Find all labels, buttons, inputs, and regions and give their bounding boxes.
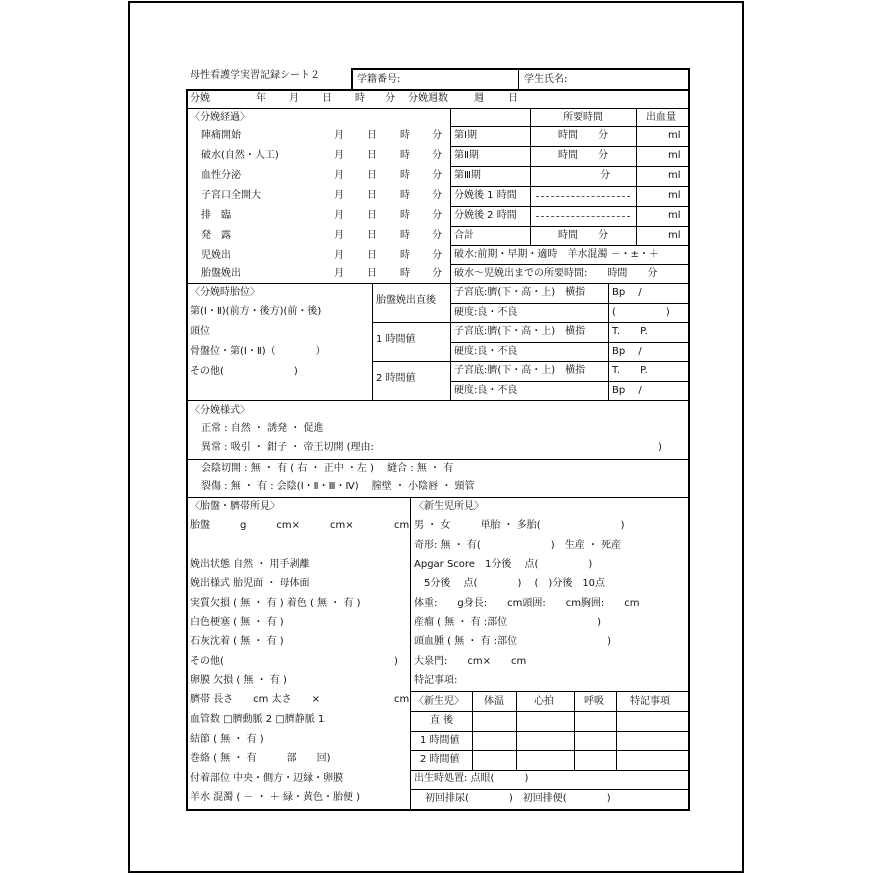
postpartum-left [372, 283, 373, 400]
membrane-rupture: 破水:前期・早期・適時 羊水混濁 －・±・＋ [454, 249, 659, 260]
blood-unit: ml [668, 190, 681, 201]
header-top [351, 68, 690, 70]
placenta-row: 娩出様式 胎児面 ・ 母体面 [190, 578, 310, 589]
care-divider [410, 789, 690, 790]
header-right [688, 68, 690, 90]
birth-care: 出生時処置: 点眼( ) [414, 773, 529, 784]
progress-bottom [186, 283, 690, 284]
stage-row-label: 第Ⅰ期 [454, 130, 477, 141]
vitals-row-line [410, 750, 690, 751]
newborn-row: 奇形: 無 ・ 有( ) 生産 ・ 死産 [414, 540, 622, 551]
minute-unit: 分 [432, 190, 442, 201]
fetal-position-line: 頭位 [190, 326, 210, 337]
day-unit: 日 [367, 230, 377, 241]
header-divider [518, 68, 519, 90]
vitals-row-line [410, 711, 690, 712]
stage-row-line [450, 126, 690, 127]
findings-divider [410, 497, 411, 810]
placenta-row-unit: ) [394, 656, 398, 667]
vitals-row-label: 1 時間値 [420, 735, 460, 746]
vitals-row-label: 直 後 [430, 715, 454, 726]
month-unit: 月 [334, 190, 344, 201]
stage-row-label: 合計 [454, 230, 474, 241]
abnormal-close: ) [658, 442, 662, 453]
newborn-row: 5分後 点( ) ( )分後 10点 [414, 578, 606, 589]
placenta-row: 胎盤 g cm× cm× [190, 520, 354, 531]
placenta-row: 娩出状態 自然 ・ 用手剥離 [190, 559, 310, 570]
blood-unit: ml [668, 130, 681, 141]
vital-readout: ( ) [612, 307, 670, 318]
minute-unit: 分 [432, 170, 442, 181]
year-unit: 年 [256, 93, 266, 104]
day-unit: 日 [367, 190, 377, 201]
newborn-row: 頭血腫 ( 無 ・ 有 :部位 ) [414, 636, 612, 647]
stage-row-line [450, 146, 690, 147]
vital-readout: T. P. [612, 326, 648, 337]
rupture-line [450, 264, 690, 265]
placenta-row: 羊水 混濁 ( － ・ ＋ 緑・黄色・胎便 ) [190, 792, 361, 803]
day-unit: 日 [367, 150, 377, 161]
month-unit: 月 [334, 130, 344, 141]
minute-unit: 分 [432, 250, 442, 261]
dashed-blank [536, 216, 630, 217]
month-unit: 月 [334, 150, 344, 161]
postpartum-inner-line [450, 303, 690, 304]
stage-time-value: 時間 分 [558, 150, 608, 161]
stage-row-label: 分娩後 2 時間 [454, 210, 517, 221]
header-left [351, 68, 353, 90]
day-unit: 日 [367, 250, 377, 261]
days-unit: 日 [508, 93, 518, 104]
vitals-col-line [574, 691, 575, 770]
stage-row-line [450, 226, 690, 227]
placenta-row: 臍帯 長さ cm 太さ × [190, 694, 320, 705]
minute-unit: 分 [385, 93, 395, 104]
blood-unit: ml [668, 230, 681, 241]
minute-unit: 分 [432, 268, 442, 279]
student-number-label: 学籍番号: [357, 74, 401, 85]
rupture-to-birth-time: 破水～児娩出までの所要時間: 時間 分 [454, 268, 658, 279]
postpartum-inner-line [450, 342, 690, 343]
vitals-col-line [472, 691, 473, 770]
month-unit: 月 [334, 230, 344, 241]
newborn-row: 体重: g身長: cm頭囲: cm胸囲: cm [414, 598, 640, 609]
postpartum-time-label: 1 時間値 [376, 334, 416, 345]
mode-bottom [186, 497, 690, 498]
progress-row-label: 胎盤娩出 [201, 268, 241, 279]
month-unit: 月 [289, 93, 299, 104]
progress-row-label: 児娩出 [201, 250, 231, 261]
postpartum-bottom [186, 400, 690, 401]
blood-unit: ml [668, 170, 681, 181]
month-unit: 月 [334, 268, 344, 279]
postpartum-time-label: 2 時間値 [376, 373, 416, 384]
mode-divider [186, 459, 690, 460]
postpartum-group-line [372, 361, 690, 362]
minute-unit: 分 [432, 210, 442, 221]
placenta-row: その他( [190, 656, 224, 667]
hour-unit: 時 [400, 250, 410, 261]
month-unit: 月 [334, 170, 344, 181]
newborn-row: Apgar Score 1分後 点( ) [414, 559, 593, 570]
placenta-row: 石灰沈着 ( 無 ・ 有 ) [190, 636, 284, 647]
stage-row-line [450, 245, 690, 246]
newborn-findings-title: 〈新生児所見〉 [414, 501, 484, 512]
gestation-weeks-label: 分娩週数 [408, 93, 448, 104]
form-bottom [186, 809, 690, 811]
minute-unit: 分 [432, 150, 442, 161]
uterine-hardness: 硬度:良・不良 [454, 346, 518, 357]
day-unit: 日 [367, 268, 377, 279]
sheet-title: 母性看護学実習記録シート２ [190, 70, 320, 81]
hour-unit: 時 [400, 150, 410, 161]
uterine-hardness: 硬度:良・不良 [454, 385, 518, 396]
vital-readout: T. P. [612, 365, 648, 376]
uterine-fundus: 子宮底:臍(下・高・上) 横指 [454, 365, 586, 376]
delivery-line-bottom [186, 108, 690, 109]
hour-unit: 時 [400, 130, 410, 141]
progress-row-label: 破水(自然・人工) [201, 150, 279, 161]
day-unit: 日 [367, 130, 377, 141]
minute-unit: 分 [432, 130, 442, 141]
fetal-position-line: その他( ) [190, 366, 298, 377]
hour-unit: 時 [400, 170, 410, 181]
weeks-unit: 週 [474, 93, 484, 104]
form-top [186, 89, 690, 91]
vitals-header: 特記事項 [630, 696, 670, 707]
stage-time-value: 時間 分 [558, 130, 608, 141]
progress-row-label: 血性分泌 [201, 170, 241, 181]
abnormal-delivery: 異常 : 吸引 ・ 鉗子 ・ 帝王切開 (理由: [201, 442, 374, 453]
uterine-fundus: 子宮底:臍(下・高・上) 横指 [454, 326, 586, 337]
month-unit: 月 [334, 210, 344, 221]
vitals-header: 体温 [484, 696, 504, 707]
delivery-mode-title: 〈分娩様式〉 [190, 405, 250, 416]
placenta-row: 血管数 □臍動脈 2 □臍静脈 1 [190, 714, 325, 725]
hour-unit: 時 [400, 268, 410, 279]
placenta-row: 卵膜 欠損 ( 無 ・ 有 ) [190, 675, 287, 686]
vital-readout: Bp / [612, 385, 642, 396]
stage-row-line [450, 166, 690, 167]
placenta-row: 巻絡 ( 無 ・ 有 部 回) [190, 753, 331, 764]
placenta-row: 実質欠損 ( 無 ・ 有 ) 着色 ( 無 ・ 有 ) [190, 598, 361, 609]
vitals-row-line [410, 770, 690, 771]
day-unit: 日 [322, 93, 332, 104]
newborn-row: 特記事項: [414, 675, 458, 686]
progress-section-title: 〈分娩経過〉 [190, 112, 250, 123]
stage-row-label: 分娩後 1 時間 [454, 190, 517, 201]
vitals-row-line [410, 691, 690, 692]
episiotomy: 会陰切開 : 無 ・ 有 ( 右 ・ 正中 ・左 ) 縫合 : 無 ・ 有 [201, 463, 454, 474]
form-right [688, 89, 690, 810]
progress-divider [450, 108, 451, 283]
first-excretion: 初回排尿( ) 初回排便( ) [425, 793, 611, 804]
time-required-header: 所要時間 [563, 112, 603, 123]
uterine-hardness: 硬度:良・不良 [454, 307, 518, 318]
fetal-position-title: 〈分娩時胎位〉 [190, 287, 260, 298]
normal-delivery: 正常 : 自然 ・ 誘発 ・ 促進 [201, 423, 324, 434]
fetal-position-line: 第(Ⅰ・Ⅱ)(前方・後方)(前・後) [190, 306, 322, 317]
student-name-label: 学生氏名: [524, 74, 568, 85]
vitals-header: 呼吸 [584, 696, 604, 707]
vitals-row-label: 2 時間値 [420, 754, 460, 765]
progress-row-label: 排 臨 [201, 210, 231, 221]
stage-col-divider [530, 108, 531, 245]
postpartum-group-line [372, 322, 690, 323]
progress-row-label: 子宮口全開大 [201, 190, 261, 201]
postpartum-inner-line [450, 381, 690, 382]
stage-row-label: 第Ⅱ期 [454, 150, 479, 161]
stage-row-line [450, 186, 690, 187]
month-unit: 月 [334, 250, 344, 261]
vital-readout: Bp / [612, 346, 642, 357]
hour-unit: 時 [355, 93, 365, 104]
laceration: 裂傷 : 無 ・ 有 : 会陰(Ⅰ・Ⅱ・Ⅲ・Ⅳ) 膣壁 ・ 小陰唇 ・ 頸管 [201, 481, 475, 492]
uterine-fundus: 子宮底:臍(下・高・上) 横指 [454, 287, 586, 298]
blood-unit: ml [668, 150, 681, 161]
placenta-row: 付着部位 中央・側方・辺縁・卵膜 [190, 773, 344, 784]
progress-row-label: 発 露 [201, 230, 231, 241]
newborn-row: 男 ・ 女 単胎 ・ 多胎( ) [414, 520, 625, 531]
progress-row-label: 陣痛開始 [201, 130, 241, 141]
placenta-row-unit: cm [394, 520, 410, 531]
form-left [186, 89, 188, 810]
newborn-row: 大泉門: cm× cm [414, 656, 527, 667]
hour-unit: 時 [400, 230, 410, 241]
stage-time-value: 時間 分 [558, 230, 608, 241]
postpartum-time-label: 胎盤娩出直後 [376, 295, 436, 306]
stage-row-label: 第Ⅲ期 [454, 170, 481, 181]
blood-col-divider [636, 108, 637, 245]
newborn-row: 産瘤 ( 無 ・ 有 :部位 ) [414, 617, 602, 628]
placenta-findings-title: 〈胎盤・臍帯所見〉 [190, 501, 280, 512]
blood-unit: ml [668, 210, 681, 221]
placenta-row: 白色梗塞 ( 無 ・ 有 ) [190, 617, 284, 628]
placenta-row: 結節 ( 無 ・ 有 ) [190, 734, 264, 745]
stage-time-value: 分 [600, 170, 610, 181]
hour-unit: 時 [400, 190, 410, 201]
hour-unit: 時 [400, 210, 410, 221]
delivery-label: 分娩 [190, 93, 210, 104]
day-unit: 日 [367, 170, 377, 181]
stage-row-line [450, 206, 690, 207]
placenta-row-unit: cm [394, 694, 410, 705]
fetal-position-line: 骨盤位・第(Ⅰ・Ⅱ)（ ） [190, 346, 326, 357]
vitals-col-line [516, 691, 517, 770]
blood-loss-header: 出血量 [646, 112, 676, 123]
vitals-header: 〈新生児〉 [414, 696, 464, 707]
day-unit: 日 [367, 210, 377, 221]
dashed-blank [536, 196, 630, 197]
vitals-row-line [410, 731, 690, 732]
minute-unit: 分 [432, 230, 442, 241]
vital-readout: Bp / [612, 287, 642, 298]
vitals-col-line [616, 691, 617, 770]
vitals-header: 心拍 [534, 696, 554, 707]
